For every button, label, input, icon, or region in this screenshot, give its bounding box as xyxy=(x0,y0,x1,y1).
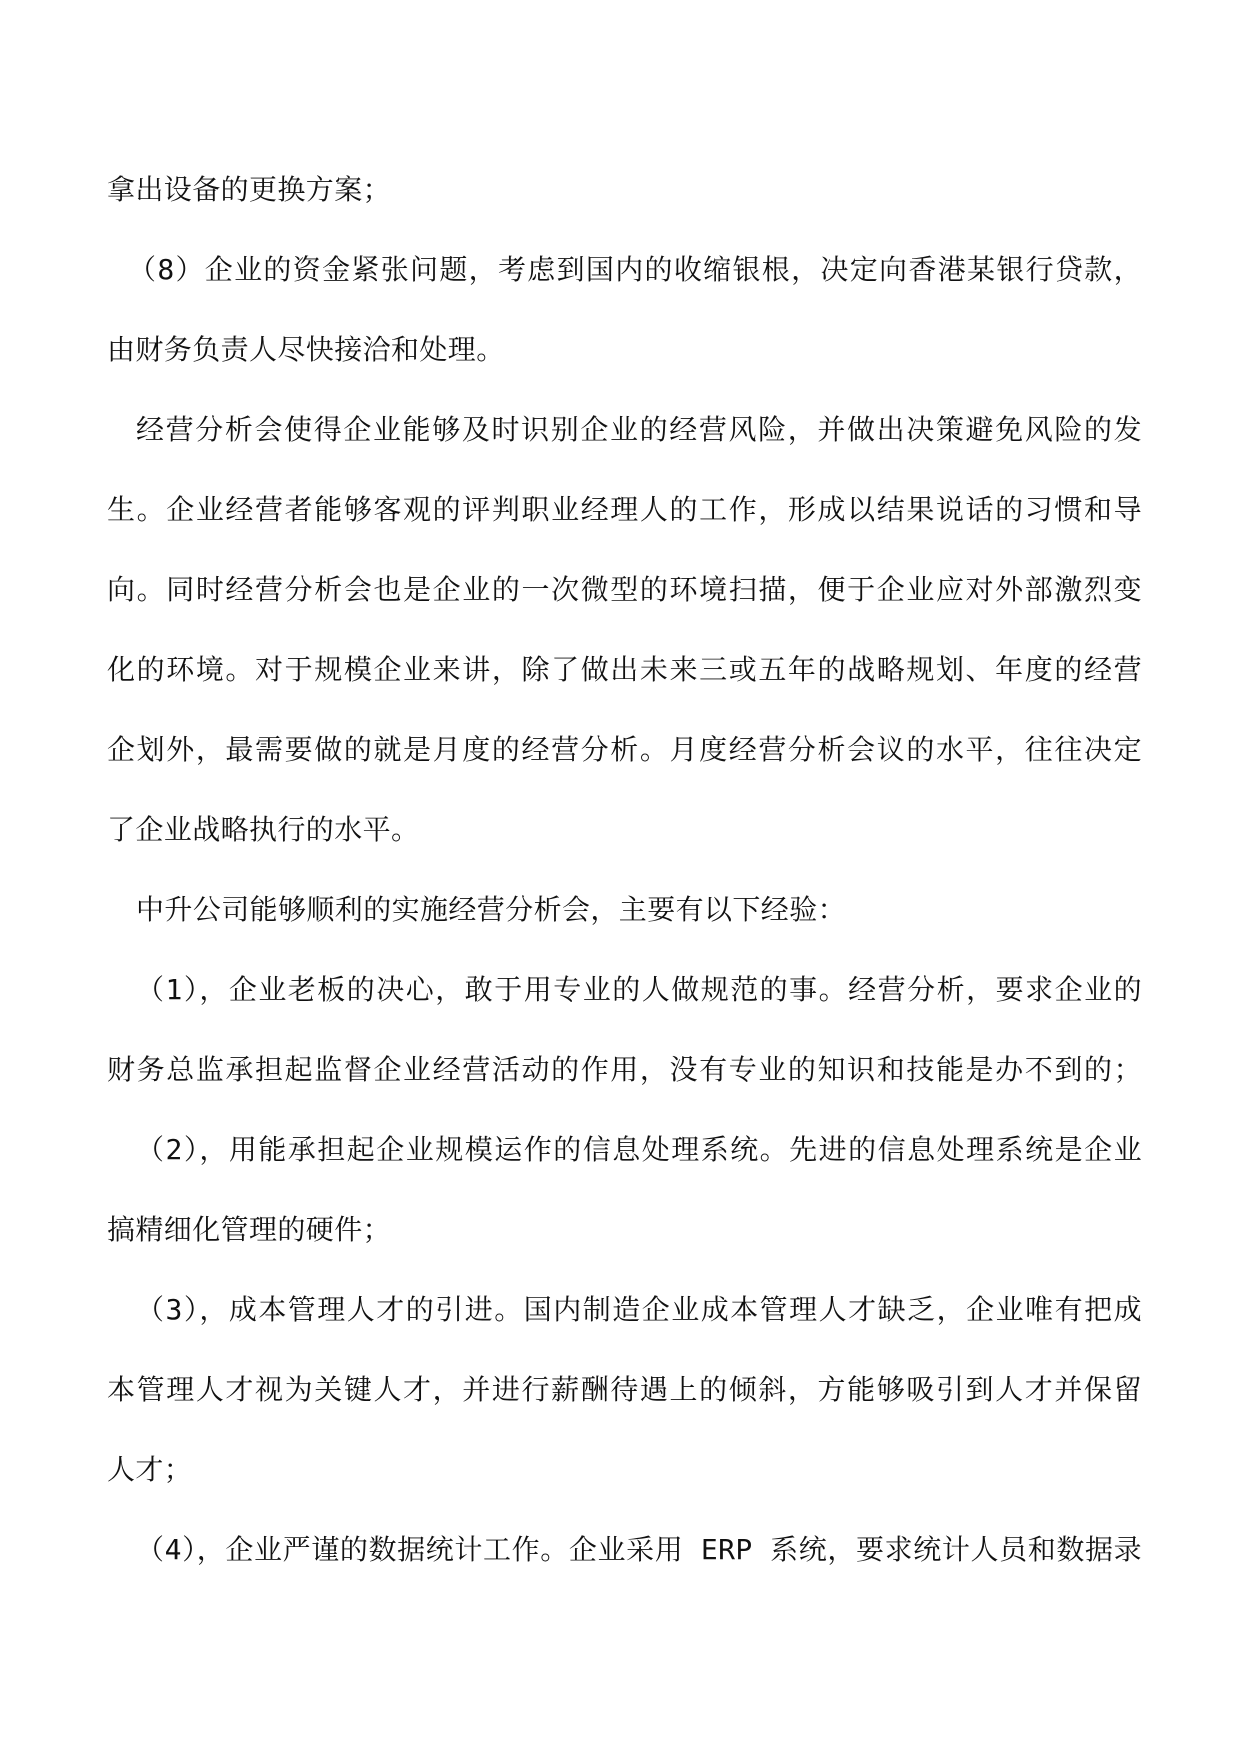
text-line: 人才； xyxy=(107,1453,193,1486)
text-line: 由财务负责人尽快接洽和处理。 xyxy=(107,333,505,366)
text-line: 化的环境。对于规模企业来讲，除了做出未来三或五年的战略规划、年度的经营 xyxy=(107,653,1142,686)
text-line: 中升公司能够顺利的实施经营分析会，主要有以下经验： xyxy=(136,893,847,926)
text-line: （4），企业严谨的数据统计工作。企业采用 ERP 系统，要求统计人员和数据录 xyxy=(136,1533,1142,1566)
text-line: 向。同时经营分析会也是企业的一次微型的环境扫描，便于企业应对外部激烈变 xyxy=(107,573,1142,606)
text-line: 本管理人才视为关键人才，并进行薪酬待遇上的倾斜，方能够吸引到人才并保留 xyxy=(107,1373,1142,1406)
text-line: 财务总监承担起监督企业经营活动的作用，没有专业的知识和技能是办不到的； xyxy=(107,1053,1142,1086)
text-line: 经营分析会使得企业能够及时识别企业的经营风险，并做出决策避免风险的发 xyxy=(136,413,1142,446)
text-line: 搞精细化管理的硬件； xyxy=(107,1213,392,1246)
text-line: （3），成本管理人才的引进。国内制造企业成本管理人才缺乏，企业唯有把成 xyxy=(136,1293,1142,1326)
text-line: 拿出设备的更换方案； xyxy=(107,173,392,206)
text-line: （2），用能承担起企业规模运作的信息处理系统。先进的信息处理系统是企业 xyxy=(136,1133,1142,1166)
text-line: （8）企业的资金紧张问题，考虑到国内的收缩银根，决定向香港某银行贷款， xyxy=(128,253,1142,286)
text-line: （1），企业老板的决心，敢于用专业的人做规范的事。经营分析，要求企业的 xyxy=(136,973,1142,1006)
text-line: 了企业战略执行的水平。 xyxy=(107,813,420,846)
text-line: 生。企业经营者能够客观的评判职业经理人的工作，形成以结果说话的习惯和导 xyxy=(107,493,1142,526)
text-line: 企划外，最需要做的就是月度的经营分析。月度经营分析会议的水平，往往决定 xyxy=(107,733,1142,766)
